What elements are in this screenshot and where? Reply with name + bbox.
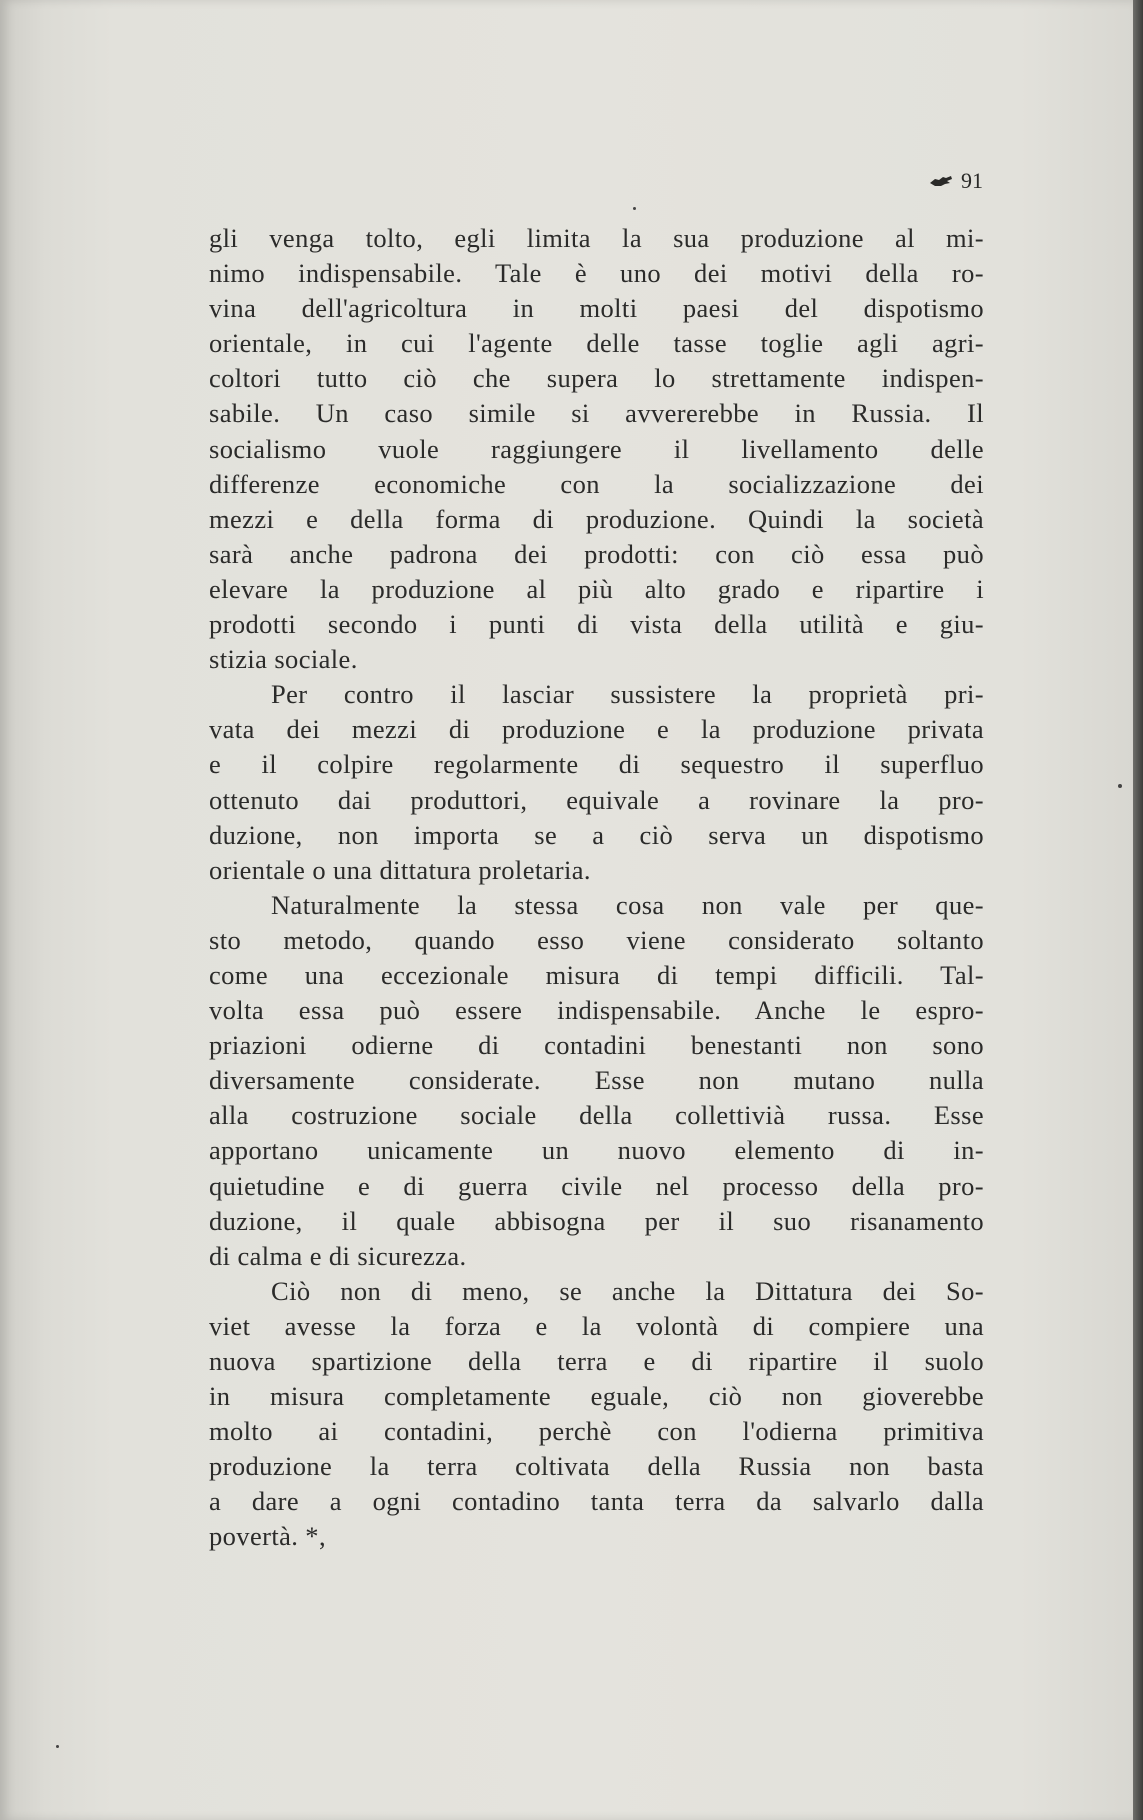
text-line: gli venga tolto, egli limita la sua produzione al mi- xyxy=(209,223,984,253)
hand-pointing-icon xyxy=(929,174,953,188)
text-line: diversamente considerate. Esse non mutano nulla xyxy=(209,1065,984,1096)
page-number: 91 xyxy=(961,168,983,193)
text-line: volta essa può essere indispensabile. Anche le espro- xyxy=(209,995,984,1026)
text-line: alla costruzione sociale della collettivià russa. Esse xyxy=(209,1100,984,1131)
text-line: Naturalmente la stessa cosa non vale per que- xyxy=(271,889,984,920)
paragraph-3 xyxy=(209,888,984,1274)
text-line: stizia sociale. xyxy=(209,644,358,675)
paper-speck xyxy=(1118,784,1122,788)
text-line: viet avesse la forza e la volontà di compiere una xyxy=(209,1310,984,1341)
text-line: produzione la terra coltivata della Russia non basta xyxy=(209,1451,984,1482)
text-line: molto ai contadini, perchè con l'odierna primitiva xyxy=(209,1416,984,1447)
page-header xyxy=(929,168,983,194)
text-line: priazioni odierne di contadini benestanti non sono xyxy=(209,1030,984,1061)
paragraph-2 xyxy=(209,677,984,888)
text-line: sarà anche padrona dei prodotti: con ciò essa può xyxy=(209,538,984,569)
text-line: vina dell'agricoltura in molti paesi del dispotismo xyxy=(209,293,984,324)
text-line: sto metodo, quando esso viene considerato soltanto xyxy=(209,924,984,955)
paragraph-4 xyxy=(209,1274,984,1555)
page-edge-shadow xyxy=(1133,0,1143,1820)
text-line: orientale o una dittatura proletaria. xyxy=(209,854,591,885)
text-line: nuova spartizione della terra e di ripartire il suolo xyxy=(209,1346,984,1376)
text-line: coltori tutto ciò che supera lo strettamente indispen- xyxy=(209,363,984,394)
body-text xyxy=(209,221,984,1555)
text-line: vata dei mezzi di produzione e la produzione privata xyxy=(209,714,984,745)
paper-speck xyxy=(56,1745,59,1748)
text-line: sabile. Un caso simile si avvererebbe in Russia. Il xyxy=(209,398,984,429)
text-line: e il colpire regolarmente di sequestro il superfluo xyxy=(209,749,984,780)
text-line: apportano unicamente un nuovo elemento di in- xyxy=(209,1135,984,1166)
text-line: di calma e di sicurezza. xyxy=(209,1240,467,1271)
text-line: Per contro il lasciar sussistere la proprietà pri- xyxy=(271,679,984,710)
text-line: come una eccezionale misura di tempi difficili. Tal- xyxy=(209,959,984,990)
text-line: ottenuto dai produttori, equivale a rovinare la pro- xyxy=(209,784,984,815)
text-line: mezzi e della forma di produzione. Quindi la società xyxy=(209,503,984,534)
text-line: elevare la produzione al più alto grado e ripartire i xyxy=(209,573,984,604)
text-line: a dare a ogni contadino tanta terra da salvarlo dalla xyxy=(209,1486,984,1517)
paragraph-1 xyxy=(209,221,984,677)
text-line: in misura completamente eguale, ciò non gioverebbe xyxy=(209,1381,984,1412)
text-line: socialismo vuole raggiungere il livellamento delle xyxy=(209,433,984,464)
text-line: prodotti secondo i punti di vista della utilità e giu- xyxy=(209,609,984,640)
text-line: Ciò non di meno, se anche la Dittatura dei So- xyxy=(271,1275,984,1306)
text-line: differenze economiche con la socializzazione dei xyxy=(209,468,984,499)
text-line: duzione, non importa se a ciò serva un dispotismo xyxy=(209,819,984,850)
text-line: duzione, il quale abbisogna per il suo risanamento xyxy=(209,1205,984,1236)
text-line: orientale, in cui l'agente delle tasse toglie agli agri- xyxy=(209,328,984,359)
paper-speck xyxy=(633,207,636,210)
text-line: povertà. *, xyxy=(209,1521,326,1552)
text-line: quietudine e di guerra civile nel processo della pro- xyxy=(209,1170,984,1201)
text-line: nimo indispensabile. Tale è uno dei motivi della ro- xyxy=(209,258,984,289)
